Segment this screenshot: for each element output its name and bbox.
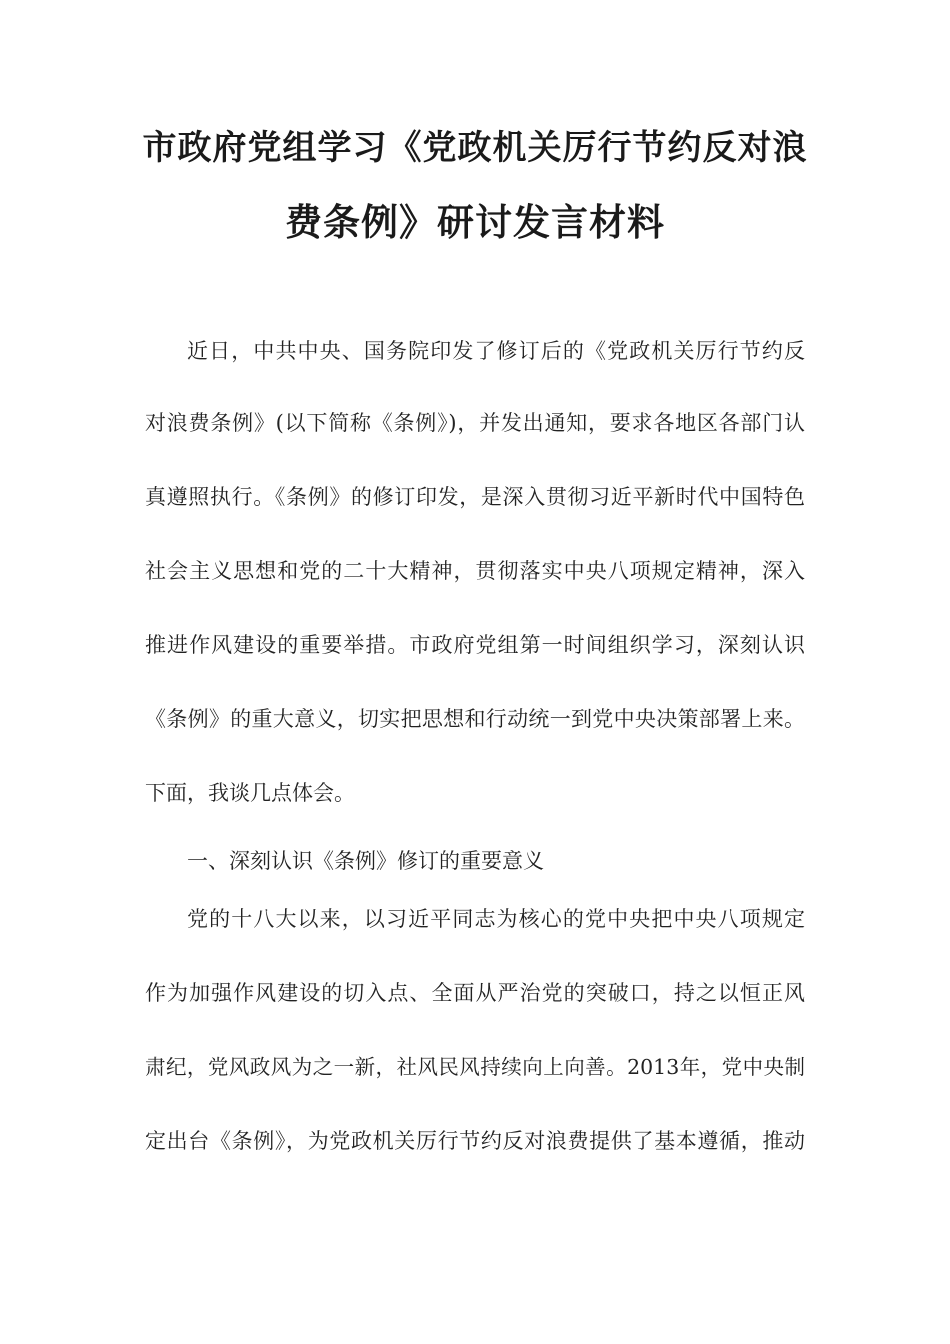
document-title-line-1: 市政府党组学习《党政机关厉行节约反对浪 [142, 128, 808, 168]
paragraph-1-line-7: 下面，我谈几点体会。 [145, 781, 355, 805]
document-title-line-2: 费条例》研讨发言材料 [285, 200, 665, 244]
paragraph-1-line-3: 真遵照执行。《条例》的修订印发，是深入贯彻习近平新时代中国特色 [145, 485, 805, 509]
section-1-heading: 一、深刻认识《条例》修订的重要意义 [187, 849, 544, 873]
paragraph-2-line-3: 肃纪，党风政风为之一新，社风民风持续向上向善。2013年，党中央制 [145, 1055, 805, 1079]
paragraph-1-line-4: 社会主义思想和党的二十大精神，贯彻落实中央八项规定精神，深入 [145, 559, 805, 583]
paragraph-1-line-2: 对浪费条例》(以下简称《条例》)，并发出通知，要求各地区各部门认 [145, 411, 805, 435]
paragraph-1-line-1: 近日，中共中央、国务院印发了修订后的《党政机关厉行节约反 [187, 339, 805, 363]
paragraph-1-line-6: 《条例》的重大意义，切实把思想和行动统一到党中央决策部署上来。 [145, 707, 805, 731]
paragraph-2-line-4: 定出台《条例》，为党政机关厉行节约反对浪费提供了基本遵循，推动 [145, 1129, 805, 1153]
paragraph-2-line-1: 党的十八大以来，以习近平同志为核心的党中央把中央八项规定 [187, 907, 805, 931]
paragraph-2-line-2: 作为加强作风建设的切入点、全面从严治党的突破口，持之以恒正风 [145, 981, 805, 1005]
paragraph-1-line-5: 推进作风建设的重要举措。市政府党组第一时间组织学习，深刻认识 [145, 633, 805, 657]
